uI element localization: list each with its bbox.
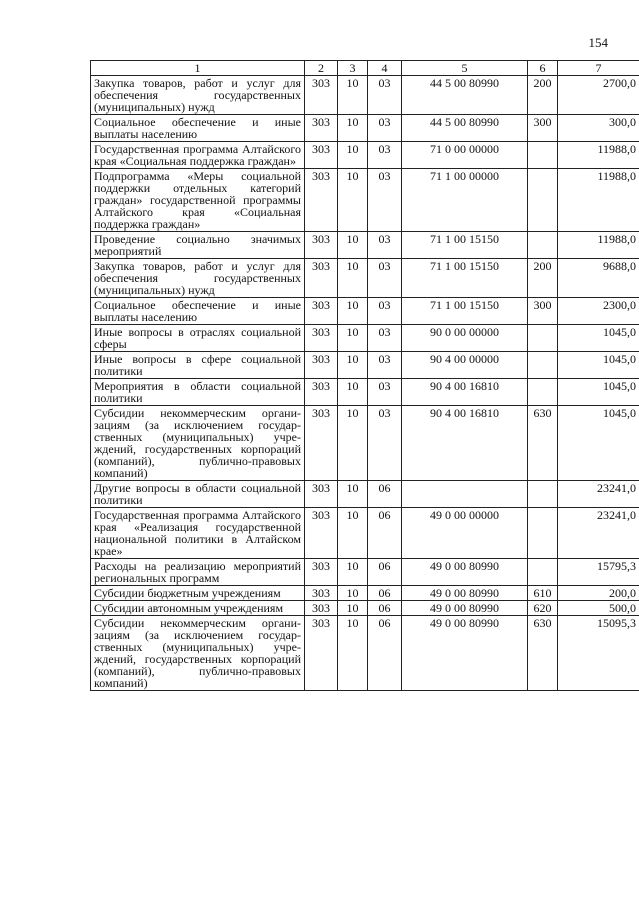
cell-name: Субсидии некоммерческим организациям (за исключением государственных (муниципальных) учреждений, государственных корпораций (компаний), публично-правовых компаний) xyxy=(91,406,305,481)
cell-target-article: 71 1 00 15150 xyxy=(402,298,528,325)
cell-expense-type: 300 xyxy=(528,298,558,325)
cell-amount: 23241,0 xyxy=(558,481,639,508)
cell-amount: 11988,0 xyxy=(558,169,639,232)
table-row xyxy=(91,616,639,691)
cell-expense-type: 200 xyxy=(528,76,558,115)
cell-section-code: 10 xyxy=(338,406,368,481)
cell-target-article: 49 0 00 80990 xyxy=(402,586,528,601)
cell-target-article: 90 4 00 16810 xyxy=(402,406,528,481)
cell-section-code: 10 xyxy=(338,352,368,379)
cell-expense-type xyxy=(528,379,558,406)
page-number: 154 xyxy=(588,35,608,50)
cell-section-code: 10 xyxy=(338,76,368,115)
header-col-1: 1 xyxy=(91,61,305,76)
cell-name: Проведение социально значимых мероприятий xyxy=(91,232,305,259)
cell-section-code: 10 xyxy=(338,259,368,298)
cell-amount: 1045,0 xyxy=(558,406,639,481)
cell-name: Иные вопросы в сфере социальной политики xyxy=(91,352,305,379)
cell-name: Закупка товаров, работ и услуг для обеспечения государственных (муниципальных) нужд xyxy=(91,259,305,298)
cell-subsection-code: 03 xyxy=(368,379,402,406)
cell-section-code: 10 xyxy=(338,481,368,508)
header-col-7: 7 xyxy=(558,61,639,76)
cell-ministry-code: 303 xyxy=(305,76,338,115)
cell-target-article: 49 0 00 80990 xyxy=(402,601,528,616)
cell-ministry-code: 303 xyxy=(305,115,338,142)
table-row xyxy=(91,142,639,169)
table-row xyxy=(91,586,639,601)
header-col-3: 3 xyxy=(338,61,368,76)
cell-section-code: 10 xyxy=(338,115,368,142)
cell-section-code: 10 xyxy=(338,169,368,232)
table-row xyxy=(91,406,639,481)
cell-name: Социальное обеспечение и иные выплаты населению xyxy=(91,115,305,142)
cell-section-code: 10 xyxy=(338,601,368,616)
cell-subsection-code: 03 xyxy=(368,115,402,142)
cell-amount: 15095,3 xyxy=(558,616,639,691)
cell-section-code: 10 xyxy=(338,142,368,169)
cell-name: Иные вопросы в отраслях социальной сферы xyxy=(91,325,305,352)
table-row xyxy=(91,481,639,508)
cell-amount: 300,0 xyxy=(558,115,639,142)
cell-subsection-code: 06 xyxy=(368,559,402,586)
cell-ministry-code: 303 xyxy=(305,586,338,601)
cell-amount: 2700,0 xyxy=(558,76,639,115)
budget-table xyxy=(90,60,639,691)
cell-subsection-code: 03 xyxy=(368,142,402,169)
cell-ministry-code: 303 xyxy=(305,142,338,169)
cell-target-article: 90 4 00 16810 xyxy=(402,379,528,406)
cell-subsection-code: 03 xyxy=(368,259,402,298)
cell-expense-type xyxy=(528,142,558,169)
cell-section-code: 10 xyxy=(338,379,368,406)
cell-ministry-code: 303 xyxy=(305,616,338,691)
cell-amount: 15795,3 xyxy=(558,559,639,586)
header-col-6: 6 xyxy=(528,61,558,76)
cell-subsection-code: 06 xyxy=(368,508,402,559)
table-row xyxy=(91,559,639,586)
cell-target-article: 49 0 00 80990 xyxy=(402,559,528,586)
cell-subsection-code: 03 xyxy=(368,232,402,259)
table-row xyxy=(91,379,639,406)
table-row xyxy=(91,115,639,142)
cell-expense-type xyxy=(528,352,558,379)
cell-amount: 1045,0 xyxy=(558,352,639,379)
cell-name: Подпрограмма «Меры социальной поддержки отдельных категорий граждан» государственной программы Алтайского края «Социальная поддержка граждан» xyxy=(91,169,305,232)
cell-amount: 11988,0 xyxy=(558,232,639,259)
cell-name: Мероприятия в области социальной политики xyxy=(91,379,305,406)
cell-section-code: 10 xyxy=(338,298,368,325)
cell-expense-type xyxy=(528,232,558,259)
table-row xyxy=(91,325,639,352)
cell-ministry-code: 303 xyxy=(305,259,338,298)
cell-expense-type: 630 xyxy=(528,406,558,481)
table-body xyxy=(91,76,639,691)
cell-amount: 11988,0 xyxy=(558,142,639,169)
cell-ministry-code: 303 xyxy=(305,232,338,259)
cell-subsection-code: 03 xyxy=(368,298,402,325)
cell-target-article: 71 0 00 00000 xyxy=(402,142,528,169)
cell-target-article: 71 1 00 15150 xyxy=(402,232,528,259)
cell-name: Субсидии бюджетным учреждениям xyxy=(91,586,305,601)
cell-target-article: 90 4 00 00000 xyxy=(402,352,528,379)
cell-name: Государственная программа Алтайского края «Реализация государственной национальной политики в Алтайском крае» xyxy=(91,508,305,559)
cell-amount: 23241,0 xyxy=(558,508,639,559)
cell-subsection-code: 03 xyxy=(368,352,402,379)
cell-expense-type xyxy=(528,169,558,232)
cell-expense-type xyxy=(528,559,558,586)
cell-ministry-code: 303 xyxy=(305,481,338,508)
cell-ministry-code: 303 xyxy=(305,601,338,616)
cell-expense-type: 630 xyxy=(528,616,558,691)
table-header-row xyxy=(91,61,639,76)
cell-section-code: 10 xyxy=(338,325,368,352)
table-row xyxy=(91,169,639,232)
cell-target-article xyxy=(402,481,528,508)
cell-subsection-code: 03 xyxy=(368,406,402,481)
cell-section-code: 10 xyxy=(338,616,368,691)
cell-target-article: 90 0 00 00000 xyxy=(402,325,528,352)
cell-ministry-code: 303 xyxy=(305,325,338,352)
cell-expense-type: 300 xyxy=(528,115,558,142)
cell-subsection-code: 06 xyxy=(368,601,402,616)
cell-subsection-code: 06 xyxy=(368,481,402,508)
cell-expense-type: 200 xyxy=(528,259,558,298)
cell-section-code: 10 xyxy=(338,232,368,259)
cell-amount: 200,0 xyxy=(558,586,639,601)
cell-ministry-code: 303 xyxy=(305,379,338,406)
cell-name: Закупка товаров, работ и услуг для обеспечения государственных (муниципальных) нужд xyxy=(91,76,305,115)
table-row xyxy=(91,76,639,115)
table-row xyxy=(91,232,639,259)
table-row xyxy=(91,259,639,298)
table-row xyxy=(91,352,639,379)
cell-ministry-code: 303 xyxy=(305,169,338,232)
cell-amount: 2300,0 xyxy=(558,298,639,325)
cell-section-code: 10 xyxy=(338,586,368,601)
cell-target-article: 49 0 00 00000 xyxy=(402,508,528,559)
table-row xyxy=(91,601,639,616)
cell-ministry-code: 303 xyxy=(305,406,338,481)
cell-expense-type xyxy=(528,508,558,559)
cell-target-article: 71 1 00 15150 xyxy=(402,259,528,298)
cell-name: Государственная программа Алтайского края «Социальная поддержка граждан» xyxy=(91,142,305,169)
cell-amount: 500,0 xyxy=(558,601,639,616)
header-col-4: 4 xyxy=(368,61,402,76)
cell-ministry-code: 303 xyxy=(305,508,338,559)
cell-ministry-code: 303 xyxy=(305,352,338,379)
cell-ministry-code: 303 xyxy=(305,298,338,325)
cell-subsection-code: 06 xyxy=(368,616,402,691)
cell-expense-type xyxy=(528,481,558,508)
cell-name: Субсидии автономным учреждениям xyxy=(91,601,305,616)
header-col-2: 2 xyxy=(305,61,338,76)
cell-amount: 9688,0 xyxy=(558,259,639,298)
cell-section-code: 10 xyxy=(338,559,368,586)
cell-target-article: 49 0 00 80990 xyxy=(402,616,528,691)
cell-subsection-code: 03 xyxy=(368,169,402,232)
table-row xyxy=(91,508,639,559)
cell-expense-type xyxy=(528,325,558,352)
cell-name: Субсидии некоммерческим организациям (за исключением государственных (муниципальных) учреждений, государственных корпораций (компаний), публично-правовых компаний) xyxy=(91,616,305,691)
header-col-5: 5 xyxy=(402,61,528,76)
table-row xyxy=(91,298,639,325)
cell-name: Другие вопросы в области социальной политики xyxy=(91,481,305,508)
cell-expense-type: 620 xyxy=(528,601,558,616)
cell-amount: 1045,0 xyxy=(558,325,639,352)
cell-target-article: 71 1 00 00000 xyxy=(402,169,528,232)
cell-ministry-code: 303 xyxy=(305,559,338,586)
cell-section-code: 10 xyxy=(338,508,368,559)
cell-name: Расходы на реализацию мероприятий региональных программ xyxy=(91,559,305,586)
cell-subsection-code: 03 xyxy=(368,325,402,352)
cell-target-article: 44 5 00 80990 xyxy=(402,115,528,142)
cell-subsection-code: 03 xyxy=(368,76,402,115)
cell-name: Социальное обеспечение и иные выплаты населению xyxy=(91,298,305,325)
cell-target-article: 44 5 00 80990 xyxy=(402,76,528,115)
cell-expense-type: 610 xyxy=(528,586,558,601)
cell-subsection-code: 06 xyxy=(368,586,402,601)
cell-amount: 1045,0 xyxy=(558,379,639,406)
